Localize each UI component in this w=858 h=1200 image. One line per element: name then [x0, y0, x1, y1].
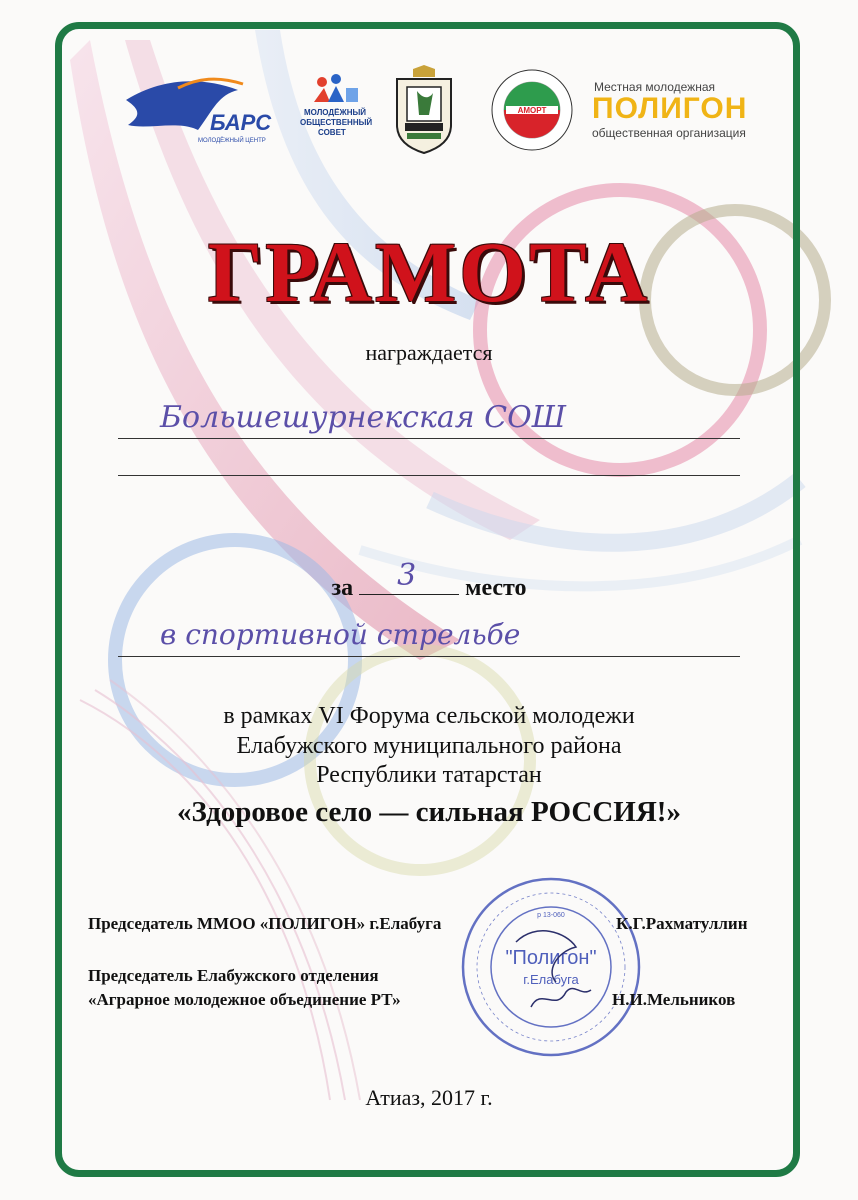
certificate-title: ГРАМОТА — [207, 224, 651, 320]
signer-1-title: Председатель ММОО «ПОЛИГОН» г.Елабуга — [88, 914, 442, 933]
place-suffix: место — [465, 575, 527, 601]
coat-of-arms-icon — [393, 65, 455, 155]
recipient-handwritten: Большешурнекская СОШ — [160, 400, 566, 435]
youth-council-logo — [300, 72, 373, 152]
bars-name: БАРС — [210, 110, 272, 135]
poligon-name: ПОЛИГОН — [592, 92, 748, 125]
council-line2: ОБЩЕСТВЕННЫЙ — [300, 118, 373, 127]
stamp-ring-number: р 13-060 — [537, 912, 565, 919]
slogan: «Здоровое село — сильная РОССИЯ!» — [177, 796, 681, 828]
poligon-logo — [588, 80, 753, 140]
signer-2-name: Н.И.Мельников — [612, 990, 736, 1009]
place-and-year: Атиаз, 2017 г. — [365, 1085, 493, 1110]
place-prefix: за — [331, 575, 354, 601]
awarded-label: награждается — [365, 340, 493, 365]
people-icon — [300, 72, 370, 108]
event-line-1: в рамках VI Форума сельской молодежи — [223, 703, 635, 729]
discipline-handwritten: в спортивной стрельбе — [160, 618, 521, 651]
poligon-bottom: общественная организация — [592, 126, 746, 140]
place-row — [0, 558, 858, 602]
council-line1: МОЛОДЁЖНЫЙ — [304, 108, 367, 117]
stamp-center-text: "Полигон" — [505, 947, 597, 969]
signature-scribble-2 — [531, 988, 591, 1007]
stamp-city: г.Елабуга — [523, 972, 579, 987]
signer-2-title-line-1: Председатель Елабужского отделения — [88, 966, 379, 985]
agrarian-union-emblem-icon — [490, 68, 574, 152]
place-value: 3 — [397, 558, 417, 593]
discipline-line — [118, 656, 740, 657]
recipient-line-2 — [118, 475, 740, 476]
place-blank — [359, 558, 459, 595]
bars-sub: МОЛОДЁЖНЫЙ ЦЕНТР — [198, 138, 266, 144]
signer-2-title-line-2: «Аграрное молодежное объединение РТ» — [88, 990, 401, 1009]
recipient-line-1 — [118, 438, 740, 439]
organization-stamp — [456, 872, 646, 1062]
bars-logo — [118, 70, 273, 150]
svg-text:АМОРТ: АМОРТ — [517, 106, 547, 115]
event-line-2: Елабужского муниципального района — [236, 733, 622, 759]
council-line3: СОВЕТ — [318, 128, 346, 137]
poligon-top: Местная молодежная — [594, 80, 716, 94]
event-line-3: Республики татарстан — [316, 762, 542, 788]
signer-1-name: К.Г.Рахматуллин — [616, 914, 748, 933]
agrarian-union-logo — [490, 68, 574, 152]
coat-of-arms-logo — [393, 65, 455, 155]
